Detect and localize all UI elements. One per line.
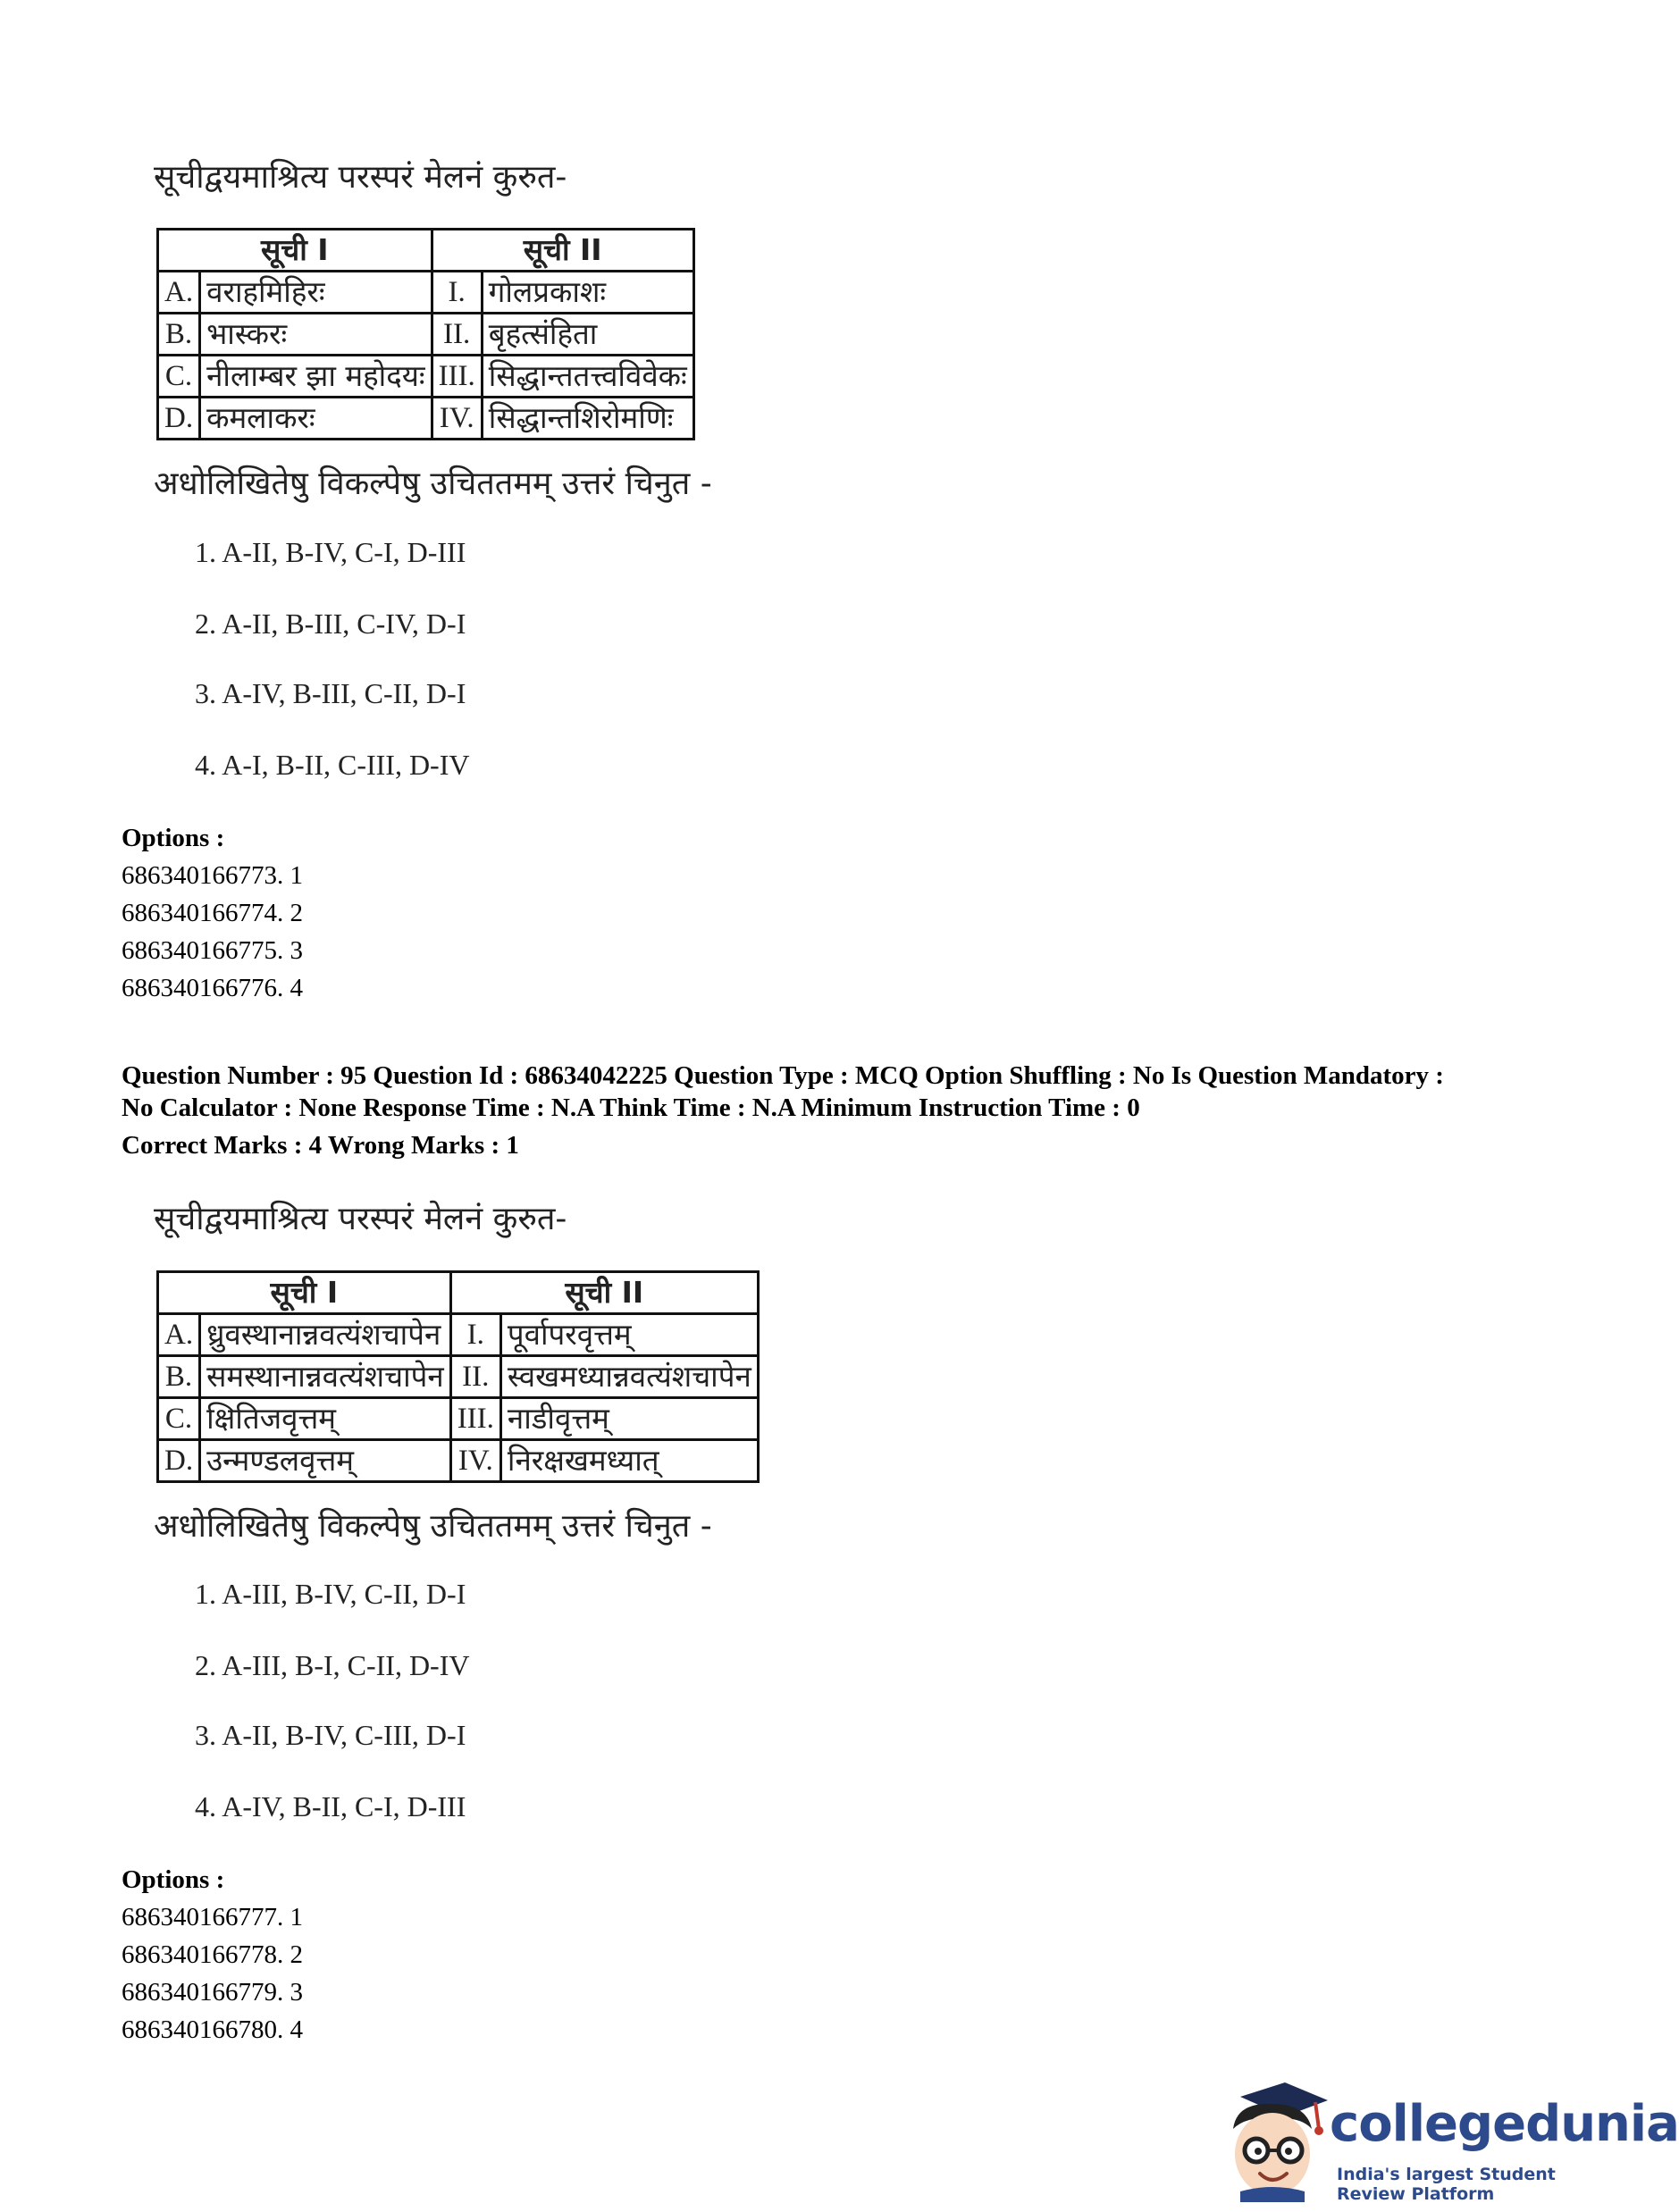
q94-option-id-4: 686340166776. 4 — [122, 974, 303, 1002]
table-row — [158, 356, 694, 398]
list2-item: सिद्धान्तशिरोमणिः — [482, 398, 693, 440]
list2-item: बृहत्संहिता — [482, 314, 693, 356]
q94-instruction: सूचीद्वयमाश्रित्य परस्परं मेलनं कुरुत- — [154, 159, 567, 196]
q95-option-id-3: 686340166779. 3 — [122, 1978, 303, 2007]
row-label: A. — [158, 272, 200, 314]
table-row — [158, 1356, 759, 1398]
q94-choice-2: 2. A-II, B-III, C-IV, D-I — [195, 607, 466, 640]
q95-header-list2: सूची II — [450, 1272, 758, 1314]
q94-choice-3: 3. A-IV, B-III, C-II, D-I — [195, 677, 466, 709]
list2-item: निरक्षखमध्यात् — [500, 1440, 758, 1482]
q94-option-id-2: 686340166774. 2 — [122, 899, 303, 927]
table-row — [158, 1398, 759, 1440]
q95-meta-line1: Question Number : 95 Question Id : 68634042225 Question Type : MCQ Option Shuffling : No Is Question Mandatory : — [122, 1061, 1444, 1090]
table-row — [158, 272, 694, 314]
row-label: I. — [450, 1314, 500, 1356]
row-label: III. — [432, 356, 482, 398]
row-label: A. — [158, 1314, 200, 1356]
q95-instruction: सूचीद्वयमाश्रित्य परस्परं मेलनं कुरुत- — [154, 1201, 567, 1237]
list1-item: ध्रुवस्थानान्नवत्यंशचापेन — [200, 1314, 451, 1356]
row-label: C. — [158, 356, 200, 398]
q95-match-table — [156, 1270, 760, 1483]
q94-option-id-1: 686340166773. 1 — [122, 861, 303, 890]
list1-item: समस्थानान्नवत्यंशचापेन — [200, 1356, 451, 1398]
list1-item: उन्मण्डलवृत्तम् — [200, 1440, 451, 1482]
q95-options-label: Options : — [122, 1865, 225, 1894]
q94-header-list1: सूची I — [158, 230, 432, 272]
table-row — [158, 398, 694, 440]
q94-prompt: अधोलिखितेषु विकल्पेषु उचिततमम् उत्तरं चिनुत - — [154, 465, 712, 502]
q94-choice-4: 4. A-I, B-II, C-III, D-IV — [195, 749, 470, 781]
row-label: III. — [450, 1398, 500, 1440]
q95-option-id-1: 686340166777. 1 — [122, 1903, 303, 1931]
q95-choice-3: 3. A-II, B-IV, C-III, D-I — [195, 1719, 466, 1751]
q95-header-list1: सूची I — [158, 1272, 451, 1314]
q95-choice-1: 1. A-III, B-IV, C-II, D-I — [195, 1578, 466, 1610]
list1-item: क्षितिजवृत्तम् — [200, 1398, 451, 1440]
list1-item: भास्करः — [200, 314, 432, 356]
row-label: C. — [158, 1398, 200, 1440]
q95-prompt: अधोलिखितेषु विकल्पेषु उचिततमम् उत्तरं चिनुत - — [154, 1508, 712, 1545]
row-label: IV. — [450, 1440, 500, 1482]
q94-match-table — [156, 228, 695, 440]
q95-marks: Correct Marks : 4 Wrong Marks : 1 — [122, 1131, 519, 1160]
q95-choice-2: 2. A-III, B-I, C-II, D-IV — [195, 1649, 470, 1681]
table-row — [158, 314, 694, 356]
list2-item: स्वखमध्यान्नवत्यंशचापेन — [500, 1356, 758, 1398]
logo-wordmark: collegedunia — [1330, 2095, 1679, 2153]
row-label: B. — [158, 314, 200, 356]
q94-options-label: Options : — [122, 824, 225, 852]
row-label: I. — [432, 272, 482, 314]
row-label: D. — [158, 1440, 200, 1482]
list2-item: पूर्वापरवृत्तम् — [500, 1314, 758, 1356]
list2-item: नाडीवृत्तम् — [500, 1398, 758, 1440]
student-mascot-icon — [1215, 2077, 1331, 2202]
q95-meta-line2: No Calculator : None Response Time : N.A Think Time : N.A Minimum Instruction Time : 0 — [122, 1093, 1140, 1122]
list1-item: वराहमिहिरः — [200, 272, 432, 314]
row-label: II. — [450, 1356, 500, 1398]
row-label: D. — [158, 398, 200, 440]
row-label: II. — [432, 314, 482, 356]
collegedunia-logo — [1215, 2077, 1679, 2204]
q95-choice-4: 4. A-IV, B-II, C-I, D-III — [195, 1790, 466, 1822]
logo-tagline: India's largest Student Review Platform — [1337, 2165, 1556, 2204]
table-row — [158, 1440, 759, 1482]
q94-choice-1: 1. A-II, B-IV, C-I, D-III — [195, 536, 466, 568]
row-label: IV. — [432, 398, 482, 440]
list1-item: कमलाकरः — [200, 398, 432, 440]
q95-option-id-4: 686340166780. 4 — [122, 2015, 303, 2044]
row-label: B. — [158, 1356, 200, 1398]
q94-option-id-3: 686340166775. 3 — [122, 936, 303, 965]
list2-item: गोलप्रकाशः — [482, 272, 693, 314]
list2-item: सिद्धान्ततत्त्वविवेकः — [482, 356, 693, 398]
table-row — [158, 1314, 759, 1356]
q94-header-list2: सूची II — [432, 230, 693, 272]
list1-item: नीलाम्बर झा महोदयः — [200, 356, 432, 398]
q95-option-id-2: 686340166778. 2 — [122, 1940, 303, 1969]
